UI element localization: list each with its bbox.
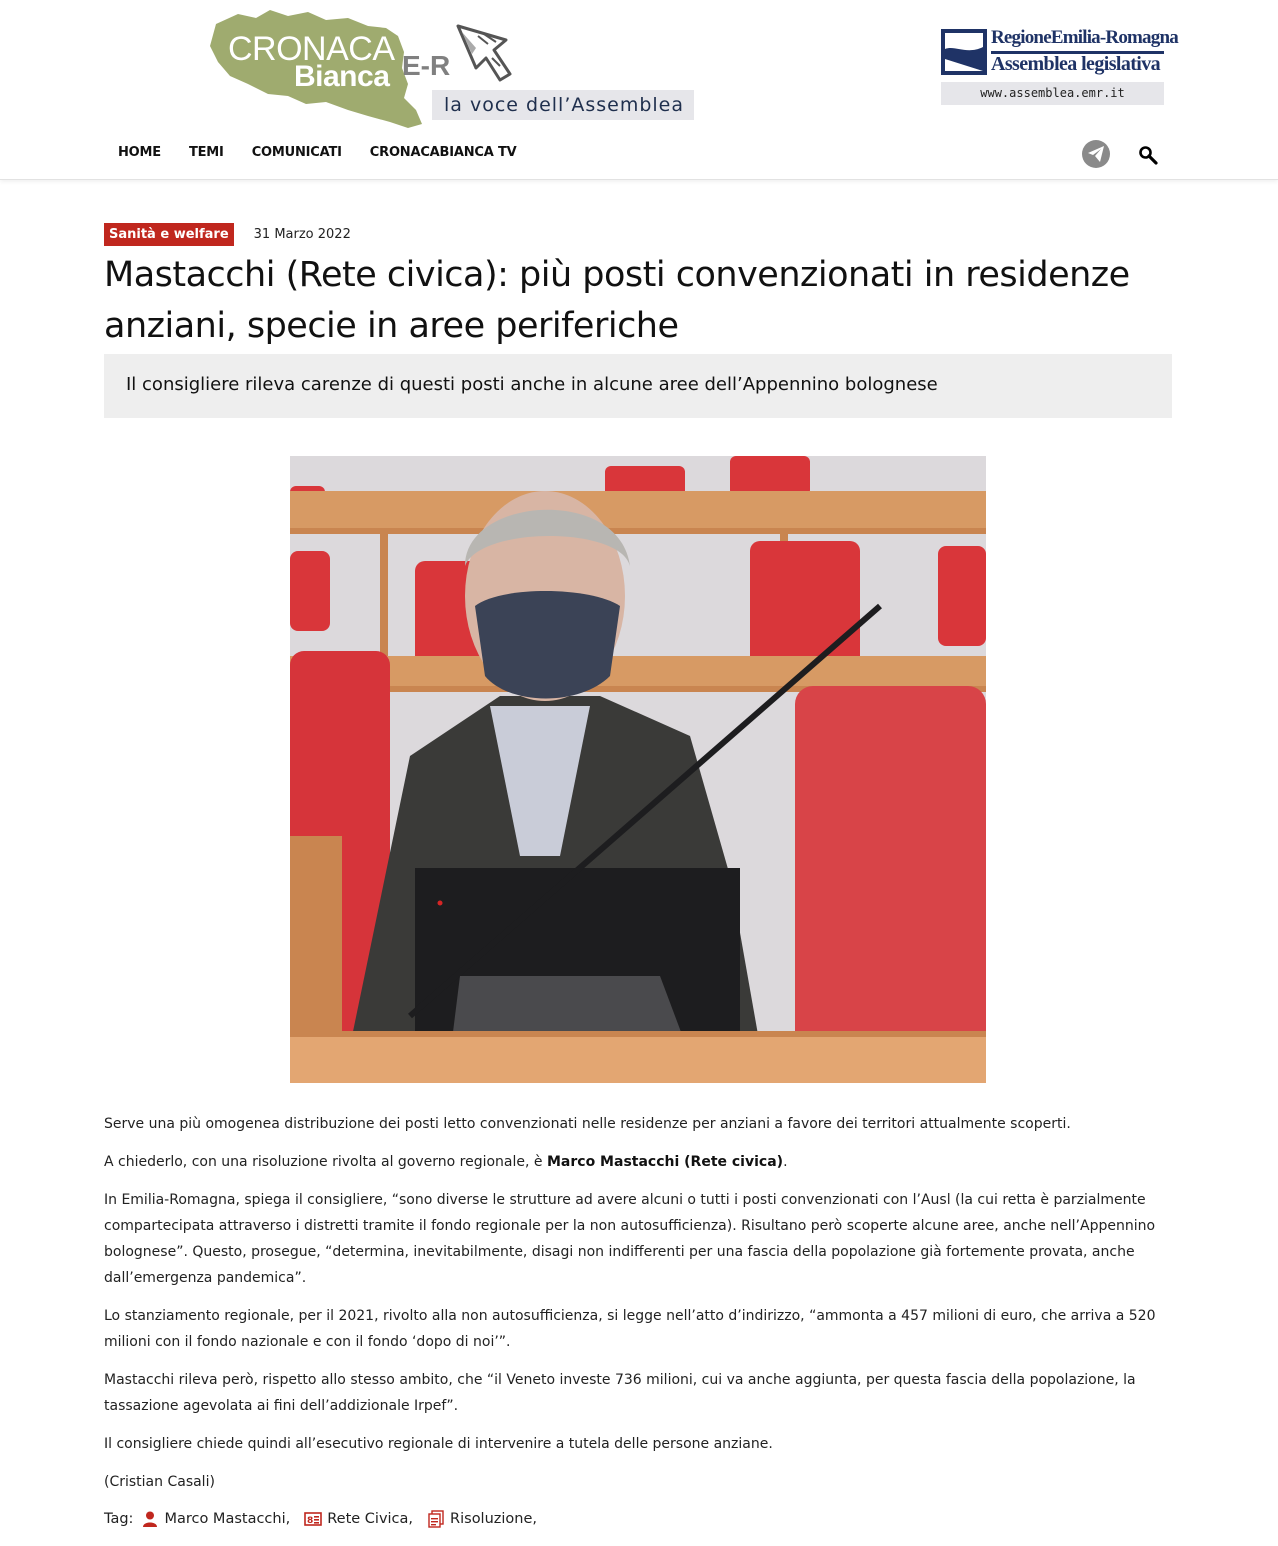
group-card-icon [304, 1510, 322, 1528]
logo-region-text: E-R [402, 50, 451, 81]
tag-rete-civica[interactable] [304, 1510, 413, 1528]
cursor-arrow-icon [454, 22, 516, 84]
assemblea-url[interactable]: www.assemblea.emr.it [941, 82, 1164, 105]
article-date: 31 Marzo 2022 [253, 227, 351, 242]
article-paragraph: Mastacchi rileva però, rispetto allo stesso ambito, che “il Veneto investe 736 milioni, cui va anche aggiunta, per questa fascia della popolazione, la tassazione agevolata ai fini dell’addizionale Irpef”. [104, 1372, 1136, 1414]
article-paragraph: In Emilia-Romagna, spiega il consigliere, “sono diverse le strutture ad avere alcuni o tutti i posti convenzionati con l’Ausl (la cui retta è parzialmente compartecipata attraverso i distretti tramite il fondo regionale per la non autosufficienza). Risultano però scoperte alcune aree, anche nell’Appennino bolognese”. Questo, prosegue, “determina, inevitabilmente, disagi non indifferenti per una fascia della popolazione già fortemente provata, anche dall’emergenza pandemica”. [104, 1192, 1156, 1286]
nav-temi[interactable]: TEMI [188, 145, 224, 160]
person-icon [141, 1510, 159, 1528]
tags-label: Tag: [104, 1511, 134, 1527]
svg-text:8: 8 [307, 1516, 314, 1526]
tag-marco-mastacchi[interactable] [141, 1510, 290, 1528]
article-subtitle-box [104, 354, 1172, 418]
regione-flag-icon [941, 29, 987, 75]
category-badge[interactable]: Sanità e welfare [104, 223, 234, 246]
article-paragraph: Serve una più omogenea distribuzione dei posti letto convenzionati nelle residenze per anziani a favore dei territori attualmente scoperti. [104, 1116, 1071, 1132]
assemblea-legislativa-logo[interactable] [941, 27, 1178, 105]
tag-risoluzione[interactable] [427, 1510, 537, 1528]
document-icon [427, 1510, 445, 1528]
main-nav [118, 145, 544, 160]
tag-label: Rete Civica, [327, 1511, 414, 1527]
article-photo [290, 456, 986, 1083]
tag-label: Marco Mastacchi, [164, 1511, 291, 1527]
regione-name: RegioneEmilia-Romagna [991, 27, 1178, 48]
article-meta [104, 223, 351, 246]
nav-cronacabianca-tv[interactable]: CRONACABIANCA TV [369, 145, 517, 160]
logo-tagline: la voce dell’Assemblea [432, 90, 694, 120]
article-paragraph [104, 1149, 1174, 1175]
site-header [0, 0, 1278, 180]
author-name-bold: Marco Mastacchi (Rete civica) [546, 1154, 784, 1170]
article-body [104, 1111, 1174, 1507]
search-icon[interactable] [1138, 145, 1158, 165]
article-byline: (Cristian Casali) [104, 1474, 215, 1490]
photo-illustration [290, 456, 986, 1083]
article-paragraph: Il consigliere chiede quindi all’esecutivo regionale di intervenire a tutela delle persone anziane. [104, 1436, 773, 1452]
article-tags [104, 1510, 537, 1528]
tag-label: Risoluzione, [450, 1511, 538, 1527]
paragraph-text: . [783, 1154, 788, 1170]
assemblea-name: Assemblea legislativa [991, 53, 1161, 75]
article-title: Mastacchi (Rete civica): più posti convenzionati in residenze anziani, specie in aree periferiche [104, 255, 1130, 346]
logo-cronaca-text: CRONACA [228, 30, 395, 68]
nav-home[interactable]: HOME [118, 145, 161, 160]
article-paragraph: Lo stanziamento regionale, per il 2021, rivolto alla non autosufficienza, si legge nell’atto d’indirizzo, “ammonta a 457 milioni di euro, che arriva a 520 milioni con il fondo nazionale e con il fondo ‘dopo di noi’”. [104, 1308, 1156, 1350]
paragraph-text: A chiederlo, con una risoluzione rivolta al governo regionale, è [104, 1154, 547, 1170]
nav-comunicati[interactable]: COMUNICATI [251, 145, 342, 160]
cronacabianca-logo[interactable] [208, 6, 698, 131]
logo-bianca-text: Bianca [294, 60, 390, 93]
article-subtitle: Il consigliere rileva carenze di questi posti anche in alcune aree dell’Appennino bolognese [126, 374, 938, 395]
telegram-icon[interactable] [1082, 140, 1110, 168]
